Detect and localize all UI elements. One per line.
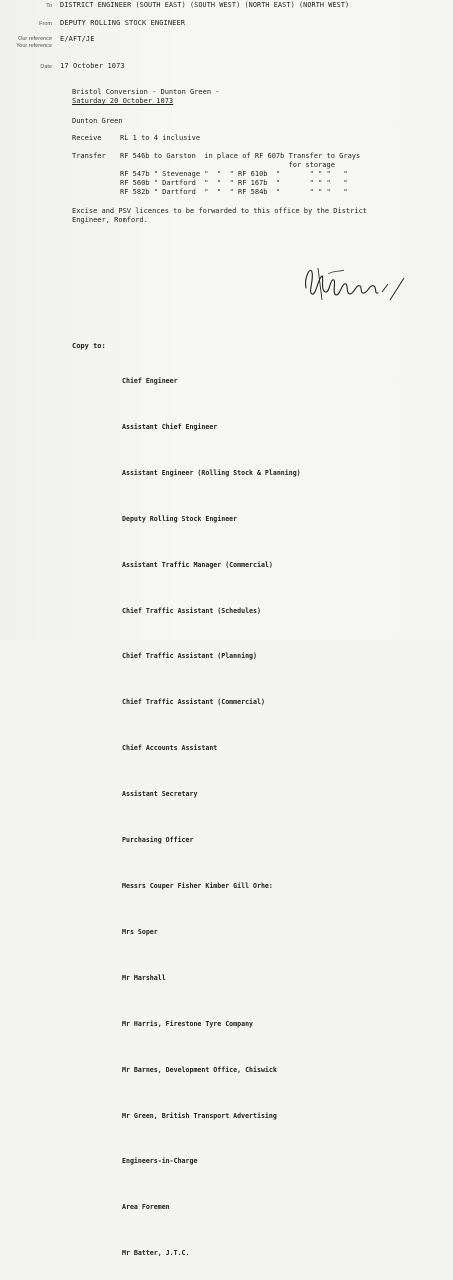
list-item: Purchasing Officer: [122, 836, 194, 845]
list-item: Chief Traffic Assistant (Commercial): [122, 698, 265, 707]
list-item: Assistant Chief Engineer: [122, 422, 218, 431]
transfer-line: RF 546b to Garston in place of RF 607b Transfer to Grays: [120, 152, 361, 160]
list-item: Deputy Rolling Stock Engineer: [122, 514, 238, 523]
date-label: Date: [40, 64, 52, 70]
copy-recipient-list: [122, 340, 301, 1280]
receive-value: RL 1 to 4 inclusive: [120, 134, 201, 142]
subject-line-2: Saturday 20 October 1073: [72, 97, 174, 105]
list-item: Messrs Couper Fisher Kimber Gill Orhe:: [122, 881, 273, 890]
list-item: Chief Traffic Assistant (Planning): [122, 652, 257, 661]
to-label: To: [46, 3, 52, 9]
our-reference-label: Our reference: [18, 36, 52, 42]
to-value: DISTRICT ENGINEER (SOUTH EAST) (SOUTH WEST) (NORTH EAST) (NORTH WEST): [60, 1, 350, 9]
transfer-line: RF 582b " Dartford " " " RF 584b " " " " ": [120, 188, 348, 196]
date-value: 17 October 1073: [60, 62, 125, 70]
list-item: Mrs Soper: [122, 927, 158, 936]
licence-line-2: Engineer, Romford.: [72, 216, 148, 224]
list-item: Mr Green, British Transport Advertising: [122, 1111, 277, 1120]
list-item: Assistant Secretary: [122, 790, 198, 799]
copy-to-label: Copy to:: [72, 342, 106, 350]
list-item: Chief Accounts Assistant: [122, 744, 218, 753]
list-item: Engineers-in-Charge: [122, 1157, 198, 1166]
our-reference-value: E/AFT/JE: [60, 35, 95, 43]
licence-line-1: Excise and PSV licences to be forwarded to this office by the District: [72, 207, 368, 215]
list-item: Chief Engineer: [122, 377, 178, 385]
list-item: Mr Barnes, Development Office, Chiswick: [122, 1065, 277, 1074]
your-reference-label: Your reference: [16, 43, 52, 49]
list-item: Mr Batter, J.T.C.: [122, 1249, 190, 1258]
transfer-line: for storage: [120, 161, 335, 169]
signature-image: [300, 248, 410, 318]
list-item: Assistant Engineer (Rolling Stock & Planning): [122, 468, 301, 477]
receive-label: Receive: [72, 134, 102, 142]
transfer-line: RF 560b " Dartford " " " RF 167b " " " " ": [120, 179, 348, 187]
list-item: Chief Traffic Assistant (Schedules): [122, 606, 261, 615]
subject-line-1: Bristol Conversion - Dunton Green -: [72, 88, 220, 96]
from-value: DEPUTY ROLLING STOCK ENGINEER: [60, 19, 186, 27]
transfer-label: Transfer: [72, 152, 106, 160]
list-item: Assistant Traffic Manager (Commercial): [122, 560, 273, 569]
transfer-line: RF 547b " Stevenage " " " RF 610b " " " " ": [120, 170, 348, 178]
location-line: Dunton Green: [72, 117, 123, 125]
list-item: Mr Harris, Firestone Tyre Company: [122, 1019, 254, 1028]
list-item: Mr Marshall: [122, 973, 166, 982]
from-label: From: [39, 21, 52, 27]
list-item: Area Foremen: [122, 1203, 170, 1212]
